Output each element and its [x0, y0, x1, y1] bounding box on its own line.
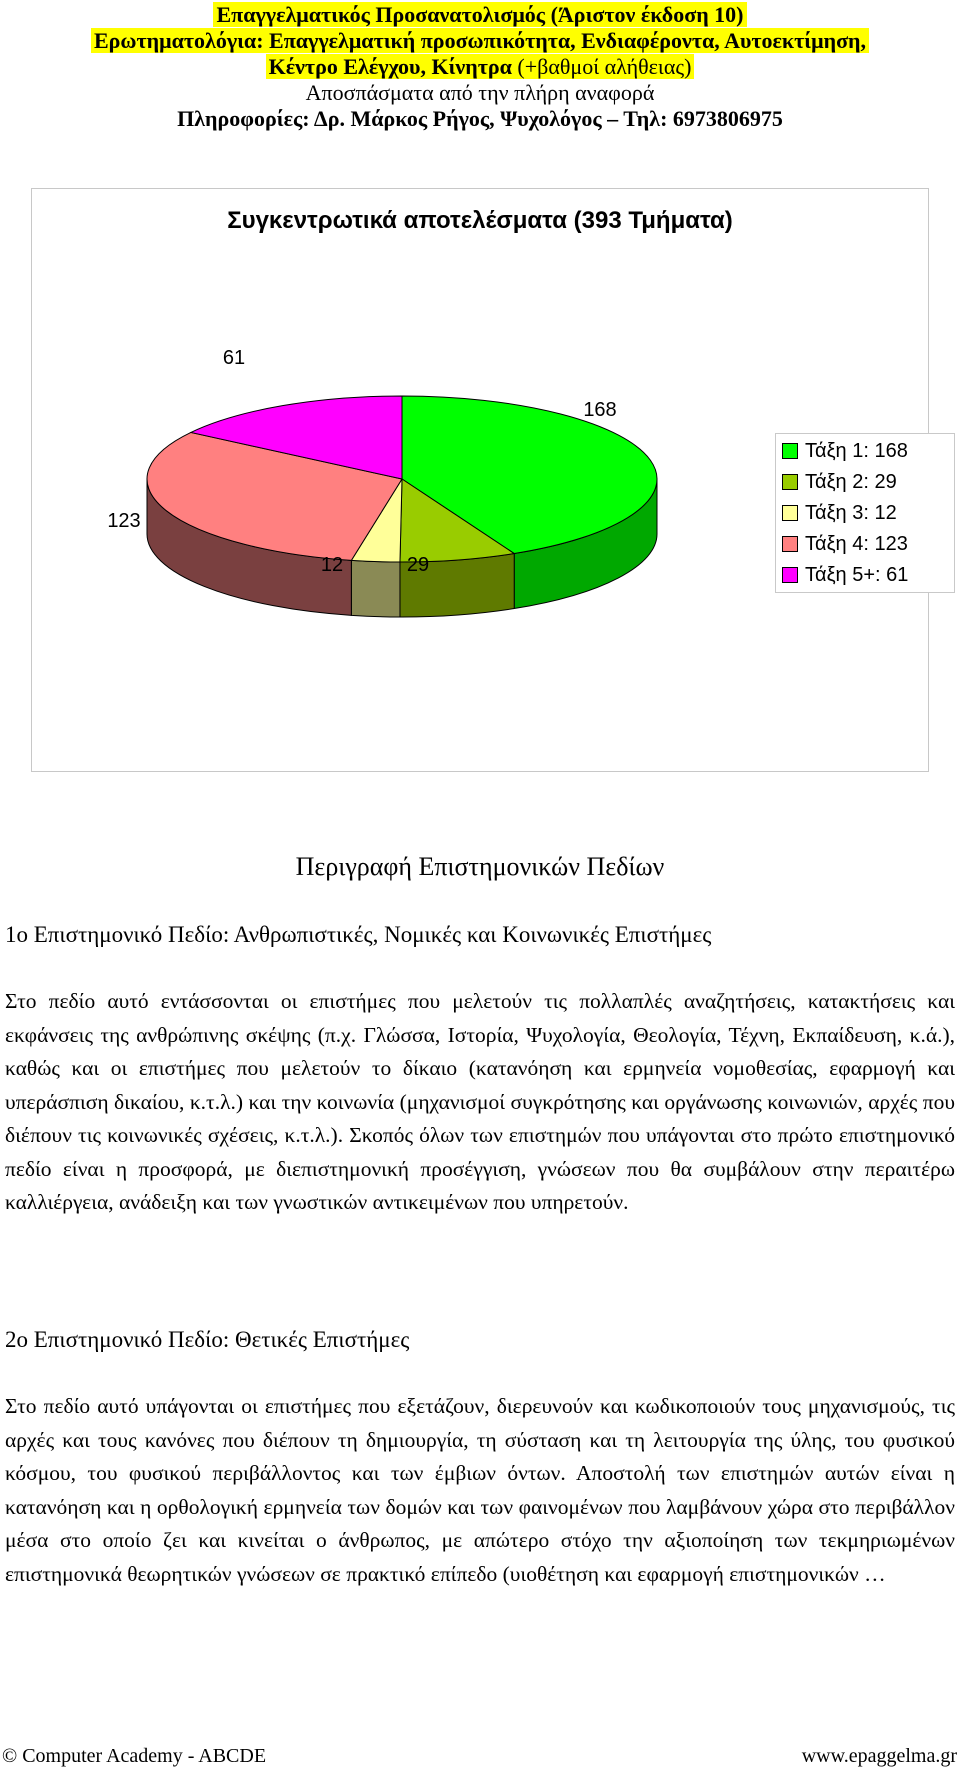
header-questionnaires: Ερωτηματολόγια: Επαγγελματική προσωπικότητα, Ενδιαφέροντα, Αυτοεκτίμηση,	[91, 28, 869, 53]
legend-item-1	[782, 438, 908, 464]
header-excerpts: Αποσπάσματα από την πλήρη αναφορά	[305, 80, 655, 105]
legend-item-5	[782, 562, 908, 588]
header-title: Επαγγελματικός Προσανατολισμός (Άριστον έκδοση 10)	[213, 2, 746, 27]
chart-legend	[775, 433, 955, 593]
legend-label-5: Τάξη 5+: 61	[805, 563, 909, 586]
legend-swatch-1	[782, 443, 798, 459]
footer-website[interactable]: www.epaggelma.gr	[801, 1745, 957, 1767]
legend-label-1: Τάξη 1: 168	[805, 439, 908, 462]
section-title: Περιγραφή Επιστημονικών Πεδίων	[295, 852, 665, 881]
field2-heading: 2ο Επιστημονικό Πεδίο: Θετικές Επιστήμες	[5, 1327, 410, 1352]
field1-heading: 1ο Επιστημονικό Πεδίο: Ανθρωπιστικές, Νομικές και Κοινωνικές Επιστήμες	[5, 922, 712, 947]
data-label-3: 12	[320, 554, 344, 576]
header-truth-scores: (+βαθμοί αλήθειας)	[511, 54, 692, 79]
field1-paragraph: Στο πεδίο αυτό εντάσσονται οι επιστήμες που μελετούν τις πολλαπλές αναζητήσεις, κατακτήσεις και εκφάνσεις της ανθρώπινης σκέψης (π.χ. Γλώσσα, Ιστορία, Ψυχολογία, Θεολογία, Τέχνη, Εκπαίδευση, κ.ά.), καθώς και οι επιστήμες που μελετούν το δίκαιο (κατανόηση και ερμηνεία νομοθεσίας, εφαρμογή και υπεράσπιση δικαίου, κ.τ.λ.) και την κοινωνία (μηχανισμοί συγκρότησης και οργάνωσης κοινωνιών, αρχές που διέπουν τις κοινωνικές σχέσεις, κ.τ.λ.). Σκοπός όλων των επιστημών που υπάγονται στο πρώτο επιστημονικό πεδίο είναι η προσφορά, με διεπιστημονική προσέγγιση, γνώσεων που θα συμβάλουν στην περαιτέρω καλλιέργεια, ανάδειξη και των γνωστικών αντικειμένων που υπηρετούν.	[5, 989, 955, 1214]
legend-swatch-4	[782, 536, 798, 552]
pie-chart-panel	[31, 188, 929, 772]
legend-swatch-2	[782, 474, 798, 490]
legend-label-2: Τάξη 2: 29	[805, 470, 897, 493]
document-header	[0, 2, 960, 132]
legend-swatch-3	[782, 505, 798, 521]
legend-label-4: Τάξη 4: 123	[805, 532, 908, 555]
chart-title: Συγκεντρωτικά αποτελέσματα (393 Τμήματα)	[227, 207, 733, 234]
field2-paragraph: Στο πεδίο αυτό υπάγονται οι επιστήμες που εξετάζουν, διερευνούν και κωδικοποιούν τους μηχανισμούς, τις αρχές και τους κανόνες που διέπουν τη δημιουργία, τη σύσταση και τη λειτουργία της ύλης, του φυσικού κόσμου, του φυσικού περιβάλλοντος και των έμβιων όντων. Αποστολή των επιστημών αυτών είναι η κατανόηση και η ορθολογική ερμηνεία των δομών και των φαινομένων που λαμβάνουν χώρα στο περιβάλλον μέσα στο οποίο ζει και κινείται ο άνθρωπος, με απώτερο στόχο την αξιοποίηση των τεκμηριωμένων επιστημονικά θεωρητικών γνώσεων σε πρακτικό επίπεδο (υιοθέτηση και εφαρμογή επιστημονικών …	[5, 1394, 955, 1586]
legend-item-4	[782, 531, 908, 557]
data-label-1: 168	[583, 399, 617, 421]
header-contact: Πληροφορίες: Δρ. Μάρκος Ρήγος, Ψυχολόγος – Τηλ: 6973806975	[177, 106, 783, 131]
pie-side-3	[351, 560, 400, 617]
data-label-4: 123	[107, 510, 141, 532]
legend-item-2	[782, 469, 897, 495]
data-label-5: 61	[222, 347, 246, 369]
legend-swatch-5	[782, 567, 798, 583]
footer-copyright: © Computer Academy - ABCDE	[2, 1745, 267, 1767]
data-label-2: 29	[406, 554, 430, 576]
legend-item-3	[782, 500, 897, 526]
header-questionnaires-cont: Κέντρο Ελέγχου, Κίνητρα	[268, 54, 512, 79]
legend-label-3: Τάξη 3: 12	[805, 501, 897, 524]
